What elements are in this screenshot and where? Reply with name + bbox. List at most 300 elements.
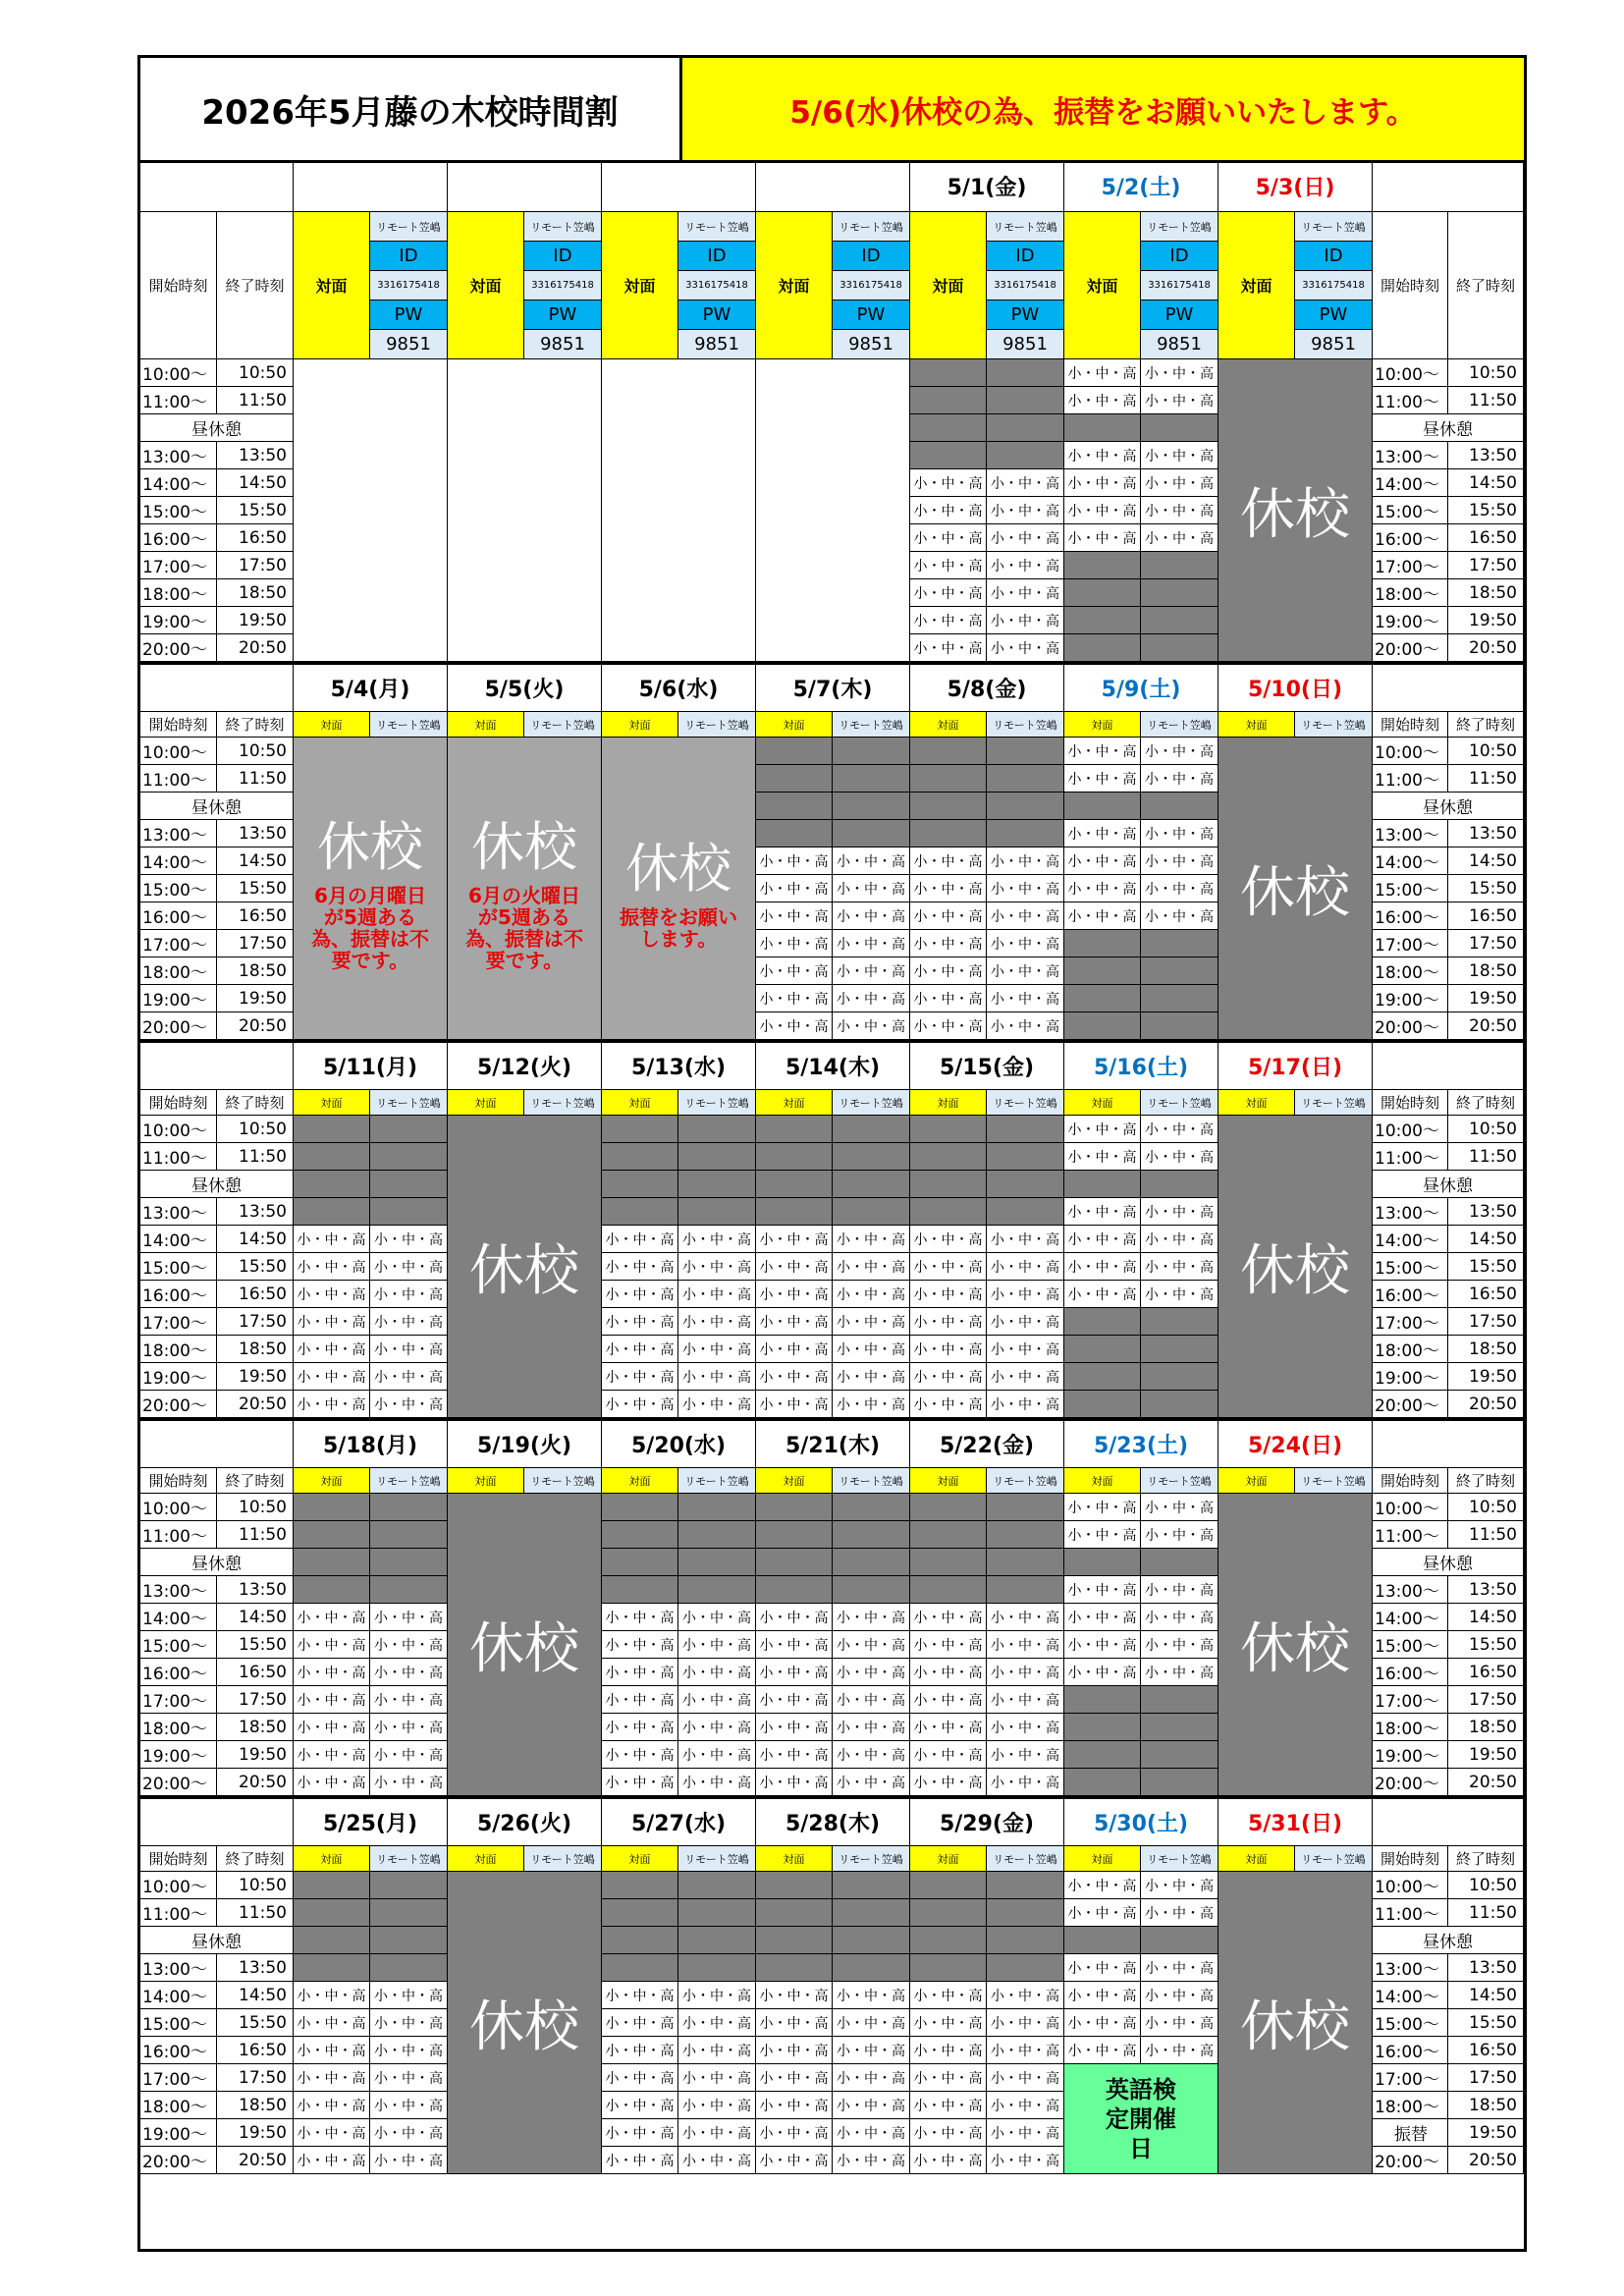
start-time: 17:00～	[140, 1686, 217, 1714]
remote-slot: 小・中・高	[1141, 359, 1218, 387]
end-time: 10:50	[1448, 1116, 1524, 1143]
start-time: 13:00～	[1373, 1576, 1448, 1604]
remote-header: リモート笠嶋	[833, 1468, 910, 1494]
remote-slot: 小・中・高	[833, 1631, 910, 1659]
remote-header: リモート笠嶋	[524, 1846, 602, 1872]
end-time: 11:50	[1448, 1143, 1524, 1171]
start-time: 20:00～	[140, 1769, 217, 1796]
unavailable-slot	[602, 1521, 678, 1549]
unavailable-slot	[1064, 1769, 1141, 1796]
face-to-face-slot: 小・中・高	[602, 2037, 678, 2064]
face-to-face-header: 対面	[1064, 212, 1141, 359]
closed-day-block	[1218, 738, 1373, 1040]
end-time: 11:50	[217, 1899, 294, 1927]
empty-slot	[448, 579, 602, 607]
face-to-face-slot: 小・中・高	[1064, 359, 1141, 387]
start-time: 15:00～	[1373, 1631, 1448, 1659]
empty-slot	[294, 359, 448, 387]
date-label: 5/12(火)	[448, 1043, 602, 1090]
unavailable-slot	[756, 1927, 833, 1954]
unavailable-slot	[1064, 930, 1141, 957]
start-time: 17:00～	[140, 2064, 217, 2092]
face-to-face-slot: 小・中・高	[1064, 765, 1141, 793]
face-to-face-slot: 小・中・高	[910, 1714, 987, 1741]
empty-slot	[756, 359, 910, 387]
face-to-face-slot: 小・中・高	[602, 1281, 678, 1308]
face-to-face-slot: 小・中・高	[910, 497, 987, 524]
unavailable-slot	[910, 1521, 987, 1549]
empty-slot	[602, 497, 756, 524]
start-time: 16:00～	[1373, 524, 1448, 552]
face-to-face-slot: 小・中・高	[602, 1686, 678, 1714]
unavailable-slot	[1064, 634, 1141, 662]
unavailable-slot	[833, 1927, 910, 1954]
start-time: 16:00～	[140, 902, 217, 930]
end-time: 15:50	[1448, 1253, 1524, 1281]
remote-slot: 小・中・高	[1141, 1631, 1218, 1659]
end-time: 13:50	[217, 1954, 294, 1982]
remote-slot: 小・中・高	[678, 2037, 756, 2064]
empty-slot	[756, 552, 910, 579]
face-to-face-slot: 小・中・高	[1064, 1604, 1141, 1631]
unavailable-slot	[1141, 1308, 1218, 1336]
unavailable-slot	[294, 1576, 370, 1604]
remote-slot: 小・中・高	[370, 1686, 448, 1714]
start-time: 18:00～	[1373, 957, 1448, 985]
end-time-header: 終了時刻	[217, 212, 294, 359]
meeting-password: 9851	[678, 330, 756, 359]
start-time: 20:00～	[1373, 1769, 1448, 1796]
unavailable-slot	[987, 1872, 1064, 1899]
end-time: 13:50	[217, 1576, 294, 1604]
face-to-face-slot: 小・中・高	[910, 1226, 987, 1253]
unavailable-slot	[370, 1198, 448, 1226]
face-to-face-header: 対面	[1218, 212, 1295, 359]
face-to-face-slot: 小・中・高	[756, 1714, 833, 1741]
face-to-face-slot: 小・中・高	[910, 1391, 987, 1418]
id-label: ID	[678, 242, 756, 271]
remote-slot: 小・中・高	[1141, 2009, 1218, 2037]
remote-header: リモート笠嶋	[987, 1468, 1064, 1494]
end-time: 19:50	[217, 1363, 294, 1391]
start-time: 20:00～	[1373, 2147, 1448, 2174]
end-time: 11:50	[217, 1521, 294, 1549]
unavailable-slot	[987, 442, 1064, 469]
end-time: 18:50	[1448, 957, 1524, 985]
unavailable-slot	[756, 1116, 833, 1143]
face-to-face-slot: 小・中・高	[602, 2092, 678, 2119]
lunch-break-label: 昼休憩	[140, 1171, 294, 1198]
face-to-face-slot: 小・中・高	[1064, 442, 1141, 469]
closed-day-block	[294, 738, 448, 1040]
remote-slot: 小・中・高	[370, 1281, 448, 1308]
meeting-id: 3316175418	[1295, 271, 1373, 301]
remote-slot: 小・中・高	[987, 2009, 1064, 2037]
start-time: 13:00～	[140, 442, 217, 469]
remote-slot: 小・中・高	[987, 579, 1064, 607]
end-time: 19:50	[1448, 985, 1524, 1012]
face-to-face-slot: 小・中・高	[294, 2119, 370, 2147]
date-label: 5/25(月)	[294, 1799, 448, 1846]
unavailable-slot	[602, 1899, 678, 1927]
face-to-face-slot: 小・中・高	[756, 1226, 833, 1253]
remote-slot: 小・中・高	[833, 2009, 910, 2037]
remote-header: リモート笠嶋	[678, 212, 756, 242]
unavailable-slot	[1141, 1686, 1218, 1714]
remote-header: リモート笠嶋	[1141, 1846, 1218, 1872]
unavailable-slot	[1064, 552, 1141, 579]
unavailable-slot	[1141, 414, 1218, 442]
date-label: 5/4(月)	[294, 665, 448, 712]
face-to-face-slot: 小・中・高	[1064, 1198, 1141, 1226]
face-to-face-header: 対面	[910, 1846, 987, 1872]
start-time: 19:00～	[1373, 1363, 1448, 1391]
date-label: 5/3(日)	[1218, 160, 1373, 212]
start-time: 17:00～	[1373, 2064, 1448, 2092]
face-to-face-slot: 小・中・高	[756, 957, 833, 985]
start-time-header: 開始時刻	[1373, 212, 1448, 359]
end-time: 11:50	[1448, 1899, 1524, 1927]
remote-slot: 小・中・高	[370, 1714, 448, 1741]
start-time: 14:00～	[1373, 1982, 1448, 2009]
face-to-face-slot: 小・中・高	[910, 634, 987, 662]
remote-header: リモート笠嶋	[987, 712, 1064, 738]
end-time: 19:50	[217, 2119, 294, 2147]
face-to-face-slot: 小・中・高	[294, 1308, 370, 1336]
face-to-face-slot: 小・中・高	[1064, 1954, 1141, 1982]
face-to-face-slot: 小・中・高	[756, 2037, 833, 2064]
start-time: 19:00～	[140, 2119, 217, 2147]
end-time: 20:50	[217, 634, 294, 662]
start-time-header: 開始時刻	[1373, 712, 1448, 738]
unavailable-slot	[294, 1171, 370, 1198]
unavailable-slot	[678, 1954, 756, 1982]
end-time: 14:50	[217, 1604, 294, 1631]
unavailable-slot	[833, 1116, 910, 1143]
unavailable-slot	[910, 793, 987, 820]
start-time: 11:00～	[1373, 1143, 1448, 1171]
date-row-blank	[1373, 665, 1524, 712]
face-to-face-slot: 小・中・高	[602, 2064, 678, 2092]
remote-header: リモート笠嶋	[678, 1090, 756, 1116]
start-time: 17:00～	[140, 1308, 217, 1336]
start-time: 20:00～	[140, 2147, 217, 2174]
face-to-face-slot: 小・中・高	[294, 1604, 370, 1631]
start-time: 18:00～	[1373, 1336, 1448, 1363]
face-to-face-slot: 小・中・高	[756, 2092, 833, 2119]
end-time: 13:50	[1448, 1576, 1524, 1604]
remote-slot: 小・中・高	[678, 1631, 756, 1659]
unavailable-slot	[756, 1899, 833, 1927]
unavailable-slot	[910, 1954, 987, 1982]
face-to-face-header: 対面	[1218, 1090, 1295, 1116]
remote-slot: 小・中・高	[1141, 1253, 1218, 1281]
empty-slot	[294, 387, 448, 414]
unavailable-slot	[1141, 1769, 1218, 1796]
remote-slot: 小・中・高	[1141, 1954, 1218, 1982]
unavailable-slot	[370, 1872, 448, 1899]
unavailable-slot	[833, 1198, 910, 1226]
unavailable-slot	[987, 1576, 1064, 1604]
unavailable-slot	[294, 1872, 370, 1899]
end-time: 15:50	[1448, 497, 1524, 524]
start-time: 16:00～	[140, 1281, 217, 1308]
remote-header: リモート笠嶋	[1141, 1468, 1218, 1494]
date-label: 5/15(金)	[910, 1043, 1064, 1090]
pw-label: PW	[987, 301, 1064, 330]
face-to-face-slot: 小・中・高	[602, 1659, 678, 1686]
face-to-face-slot: 小・中・高	[910, 2119, 987, 2147]
unavailable-slot	[1141, 793, 1218, 820]
end-time: 10:50	[217, 1494, 294, 1521]
remote-slot: 小・中・高	[1141, 1143, 1218, 1171]
face-to-face-slot: 小・中・高	[1064, 847, 1141, 875]
remote-slot: 小・中・高	[370, 2009, 448, 2037]
closed-label: 休校	[1240, 860, 1350, 925]
unavailable-slot	[987, 1954, 1064, 1982]
face-to-face-slot: 小・中・高	[910, 2092, 987, 2119]
face-to-face-slot: 小・中・高	[1064, 1253, 1141, 1281]
unavailable-slot	[756, 1198, 833, 1226]
start-time: 10:00～	[1373, 1872, 1448, 1899]
unavailable-slot	[602, 1116, 678, 1143]
face-to-face-header: 対面	[602, 1846, 678, 1872]
date-row-blank	[140, 1043, 294, 1090]
empty-slot	[756, 469, 910, 497]
unavailable-slot	[370, 1116, 448, 1143]
end-time: 19:50	[217, 607, 294, 634]
empty-slot	[448, 442, 602, 469]
start-time: 振替	[1373, 2119, 1448, 2147]
unavailable-slot	[1064, 957, 1141, 985]
pw-label: PW	[833, 301, 910, 330]
date-row-blank	[140, 665, 294, 712]
face-to-face-slot: 小・中・高	[602, 1741, 678, 1769]
remote-slot: 小・中・高	[678, 2092, 756, 2119]
remote-slot: 小・中・高	[370, 2092, 448, 2119]
face-to-face-slot: 小・中・高	[602, 1226, 678, 1253]
end-time: 10:50	[217, 359, 294, 387]
unavailable-slot	[910, 1927, 987, 1954]
remote-slot: 小・中・高	[1141, 1576, 1218, 1604]
face-to-face-header: 対面	[756, 212, 833, 359]
unavailable-slot	[1141, 607, 1218, 634]
start-time: 10:00～	[1373, 1116, 1448, 1143]
unavailable-slot	[987, 1198, 1064, 1226]
remote-header: リモート笠嶋	[1295, 712, 1373, 738]
end-time: 15:50	[1448, 1631, 1524, 1659]
remote-slot: 小・中・高	[1141, 1521, 1218, 1549]
date-row-blank	[1373, 160, 1524, 212]
remote-slot: 小・中・高	[987, 985, 1064, 1012]
date-label: 5/20(水)	[602, 1421, 756, 1468]
end-time: 17:50	[1448, 1308, 1524, 1336]
face-to-face-header: 対面	[910, 1468, 987, 1494]
end-time: 18:50	[1448, 2092, 1524, 2119]
unavailable-slot	[833, 1899, 910, 1927]
empty-slot	[448, 469, 602, 497]
empty-slot	[756, 607, 910, 634]
face-to-face-header: 対面	[294, 212, 370, 359]
remote-header: リモート笠嶋	[987, 212, 1064, 242]
remote-slot: 小・中・高	[370, 1253, 448, 1281]
face-to-face-slot: 小・中・高	[1064, 1494, 1141, 1521]
unavailable-slot	[1064, 1336, 1141, 1363]
face-to-face-header: 対面	[1218, 1468, 1295, 1494]
remote-slot: 小・中・高	[678, 1741, 756, 1769]
unavailable-slot	[678, 1171, 756, 1198]
remote-header: リモート笠嶋	[524, 1090, 602, 1116]
face-to-face-header: 対面	[756, 1846, 833, 1872]
face-to-face-header: 対面	[294, 712, 370, 738]
remote-slot: 小・中・高	[987, 2092, 1064, 2119]
end-time: 17:50	[1448, 1686, 1524, 1714]
remote-slot: 小・中・高	[987, 930, 1064, 957]
date-label: 5/30(土)	[1064, 1799, 1218, 1846]
start-time: 15:00～	[140, 875, 217, 902]
start-time: 18:00～	[140, 957, 217, 985]
start-time: 10:00～	[1373, 738, 1448, 765]
remote-header: リモート笠嶋	[370, 1468, 448, 1494]
face-to-face-header: 対面	[294, 1090, 370, 1116]
date-label	[448, 160, 602, 212]
meeting-id: 3316175418	[524, 271, 602, 301]
meeting-id: 3316175418	[1141, 271, 1218, 301]
start-time: 16:00～	[140, 1659, 217, 1686]
end-time: 15:50	[217, 1631, 294, 1659]
face-to-face-slot: 小・中・高	[1064, 469, 1141, 497]
face-to-face-slot: 小・中・高	[756, 1012, 833, 1040]
empty-slot	[602, 524, 756, 552]
start-time-header: 開始時刻	[1373, 1468, 1448, 1494]
face-to-face-slot: 小・中・高	[1064, 2037, 1141, 2064]
start-time: 11:00～	[140, 387, 217, 414]
face-to-face-slot: 小・中・高	[910, 524, 987, 552]
remote-slot: 小・中・高	[678, 2009, 756, 2037]
empty-slot	[602, 442, 756, 469]
start-time: 15:00～	[140, 1253, 217, 1281]
end-time: 13:50	[217, 820, 294, 847]
remote-header: リモート笠嶋	[833, 1846, 910, 1872]
remote-slot: 小・中・高	[987, 1631, 1064, 1659]
empty-slot	[294, 607, 448, 634]
face-to-face-slot: 小・中・高	[756, 1308, 833, 1336]
face-to-face-slot: 小・中・高	[294, 2064, 370, 2092]
face-to-face-slot: 小・中・高	[294, 1982, 370, 2009]
unavailable-slot	[678, 1549, 756, 1576]
empty-slot	[448, 359, 602, 387]
face-to-face-slot: 小・中・高	[756, 930, 833, 957]
start-time: 18:00～	[140, 1714, 217, 1741]
unavailable-slot	[987, 1116, 1064, 1143]
end-time: 19:50	[1448, 1363, 1524, 1391]
unavailable-slot	[602, 1549, 678, 1576]
end-time: 13:50	[1448, 820, 1524, 847]
unavailable-slot	[987, 1549, 1064, 1576]
face-to-face-slot: 小・中・高	[910, 1336, 987, 1363]
empty-slot	[294, 579, 448, 607]
face-to-face-slot: 小・中・高	[910, 1363, 987, 1391]
face-to-face-slot: 小・中・高	[756, 1281, 833, 1308]
date-label: 5/8(金)	[910, 665, 1064, 712]
end-time: 10:50	[217, 738, 294, 765]
lunch-break-label: 昼休憩	[140, 1927, 294, 1954]
remote-slot: 小・中・高	[370, 2037, 448, 2064]
date-label	[602, 160, 756, 212]
face-to-face-slot: 小・中・高	[294, 1769, 370, 1796]
end-time: 20:50	[1448, 1012, 1524, 1040]
start-time: 19:00～	[140, 985, 217, 1012]
unavailable-slot	[602, 1927, 678, 1954]
unavailable-slot	[1141, 1012, 1218, 1040]
unavailable-slot	[910, 1494, 987, 1521]
closed-day-block	[448, 1116, 602, 1418]
end-time: 10:50	[217, 1872, 294, 1899]
face-to-face-slot: 小・中・高	[756, 1686, 833, 1714]
closed-day-block	[1218, 1116, 1373, 1418]
unavailable-slot	[602, 1198, 678, 1226]
start-time: 13:00～	[1373, 1954, 1448, 1982]
face-to-face-slot: 小・中・高	[294, 2147, 370, 2174]
date-row-blank	[140, 1421, 294, 1468]
meeting-id: 3316175418	[833, 271, 910, 301]
unavailable-slot	[678, 1576, 756, 1604]
start-time: 14:00～	[140, 1982, 217, 2009]
end-time: 11:50	[217, 765, 294, 793]
empty-slot	[756, 579, 910, 607]
face-to-face-header: 対面	[1064, 1468, 1141, 1494]
closed-label: 休校	[625, 838, 731, 900]
end-time: 16:50	[1448, 2037, 1524, 2064]
unavailable-slot	[910, 1116, 987, 1143]
unavailable-slot	[294, 1198, 370, 1226]
start-time-header: 開始時刻	[140, 1468, 217, 1494]
id-label: ID	[833, 242, 910, 271]
face-to-face-slot: 小・中・高	[910, 1604, 987, 1631]
start-time: 17:00～	[1373, 930, 1448, 957]
start-time: 20:00～	[140, 634, 217, 662]
end-time: 18:50	[217, 579, 294, 607]
unavailable-slot	[756, 1872, 833, 1899]
unavailable-slot	[602, 1576, 678, 1604]
remote-slot: 小・中・高	[987, 552, 1064, 579]
face-to-face-slot: 小・中・高	[602, 1631, 678, 1659]
unavailable-slot	[910, 820, 987, 847]
start-time: 13:00～	[1373, 442, 1448, 469]
empty-slot	[294, 497, 448, 524]
remote-slot: 小・中・高	[987, 2119, 1064, 2147]
start-time: 14:00～	[140, 847, 217, 875]
unavailable-slot	[987, 1143, 1064, 1171]
unavailable-slot	[910, 442, 987, 469]
remote-slot: 小・中・高	[678, 2119, 756, 2147]
unavailable-slot	[370, 1576, 448, 1604]
start-time: 11:00～	[1373, 1521, 1448, 1549]
remote-slot: 小・中・高	[1141, 2037, 1218, 2064]
remote-slot: 小・中・高	[678, 1604, 756, 1631]
start-time: 10:00～	[1373, 359, 1448, 387]
face-to-face-slot: 小・中・高	[294, 1226, 370, 1253]
closed-label: 休校	[1240, 1238, 1350, 1303]
remote-slot: 小・中・高	[1141, 524, 1218, 552]
face-to-face-slot: 小・中・高	[756, 1604, 833, 1631]
face-to-face-slot: 小・中・高	[294, 1741, 370, 1769]
face-to-face-slot: 小・中・高	[910, 875, 987, 902]
start-time: 19:00～	[140, 607, 217, 634]
remote-slot: 小・中・高	[833, 2064, 910, 2092]
unavailable-slot	[987, 793, 1064, 820]
end-time: 14:50	[1448, 469, 1524, 497]
